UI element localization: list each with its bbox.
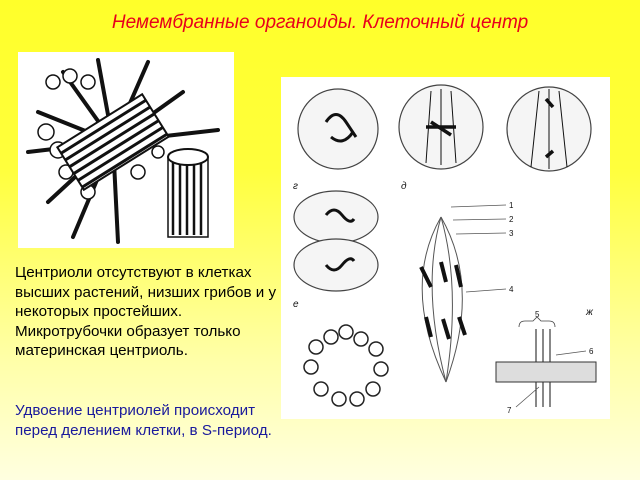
callout-7: 7 — [507, 406, 512, 415]
callout-1: 1 — [509, 201, 514, 210]
callout-3: 3 — [509, 229, 514, 238]
cell-division-illustration — [281, 77, 610, 419]
callout-2: 2 — [509, 215, 514, 224]
panel-label-zh: ж — [586, 307, 593, 318]
callout-4: 4 — [509, 285, 514, 294]
centriole-illustration — [18, 52, 234, 248]
panel-label-g: г — [293, 181, 298, 192]
callout-5: 5 — [535, 310, 540, 319]
slide-title: Немембранные органоиды. Клеточный центр — [111, 12, 529, 33]
callout-6: 6 — [589, 347, 594, 356]
panel-label-e: е — [293, 299, 299, 310]
panel-label-d: д — [401, 181, 407, 192]
paragraph-centrioles-absent: Центриоли отсутствуют в клетках высших растений, низших грибов и у некоторых простейших. Микротрубочки образует только материнская центриоль. — [15, 264, 277, 359]
paragraph-centriole-duplication: Удвоение центриолей происходит перед делением клетки, в S-период. — [15, 402, 272, 439]
